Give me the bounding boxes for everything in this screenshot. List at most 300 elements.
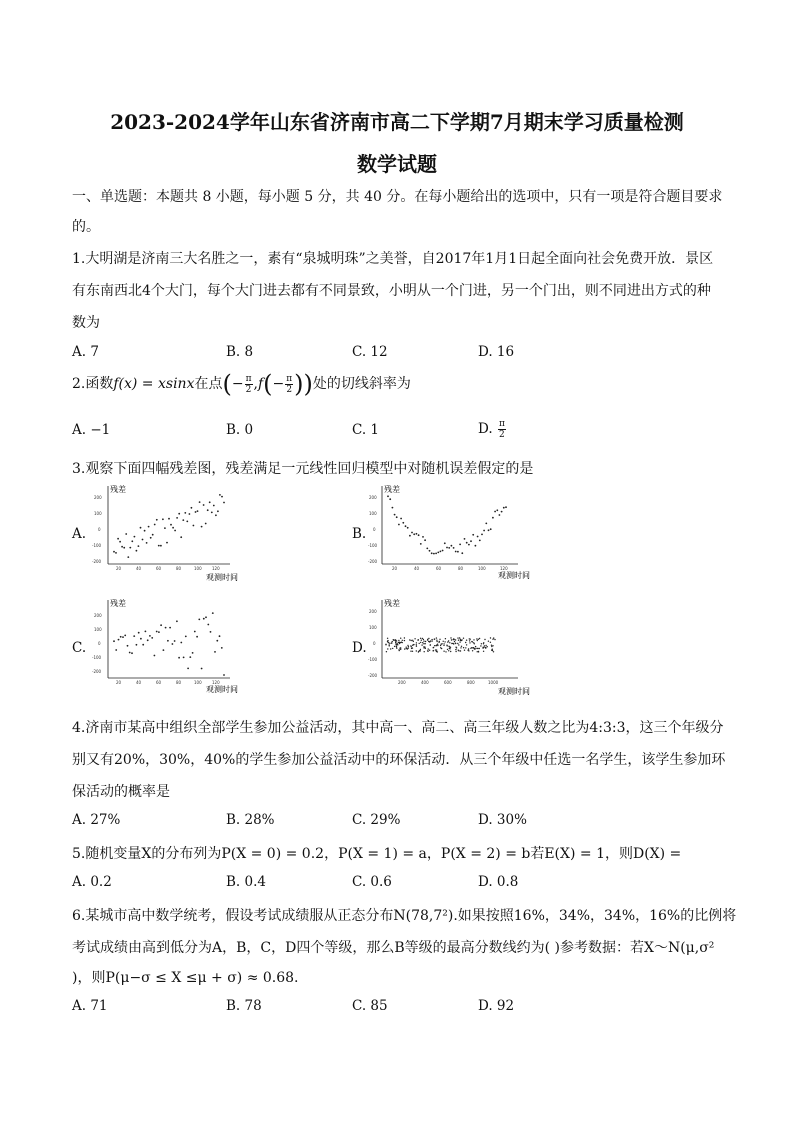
q4-line3: 保活动的概率是 — [72, 784, 170, 800]
scatter-point — [453, 643, 454, 644]
scatter-point — [147, 639, 149, 641]
scatter-point — [477, 651, 478, 652]
scatter-point — [162, 518, 164, 520]
scatter-point — [186, 521, 188, 523]
scatter-point — [488, 641, 489, 642]
q5-line1: 5.随机变量X的分布列为P(X = 0) = 0.2，P(X = 1) = a，P(X = 2) = b若E(X) = 1，则D(X) = — [72, 846, 682, 862]
q3-option-d-label[interactable]: D. — [352, 640, 367, 656]
scatter-point — [392, 648, 393, 649]
tick: 200 — [398, 680, 406, 685]
scatter-point — [448, 547, 450, 549]
scatter-point — [198, 619, 200, 621]
scatter-point — [453, 639, 454, 640]
scatter-point — [485, 647, 486, 648]
scatter-point — [419, 643, 420, 644]
scatter-point — [422, 638, 423, 639]
scatter-point — [118, 639, 120, 641]
scatter-point — [449, 648, 450, 649]
scatter-point — [422, 536, 424, 538]
scatter-point — [429, 641, 430, 642]
scatter-point — [442, 550, 444, 552]
tick: 0 — [373, 641, 376, 646]
scatter-point — [437, 651, 438, 652]
q6-line1: 6.某城市高中数学统考，假设考试成绩服从正态分布N(78,7²).如果按照16%，34%，34%，16%的比例将 — [72, 908, 737, 924]
q2-prefix: 2.函数 — [72, 376, 114, 392]
scatter-point — [455, 639, 456, 640]
scatter-point — [117, 538, 119, 540]
scatter-point — [129, 652, 131, 654]
tick: 20 — [392, 566, 398, 571]
scatter-point — [455, 551, 457, 553]
scatter-point — [464, 538, 466, 540]
scatter-point — [440, 645, 441, 646]
scatter-point — [482, 647, 483, 648]
scatter-point — [416, 650, 417, 651]
scatter-point — [174, 640, 176, 642]
scatter-point — [481, 534, 483, 536]
scatter-point — [182, 519, 184, 521]
scatter-point — [444, 542, 446, 544]
scatter-point — [416, 533, 418, 535]
scatter-point — [464, 650, 465, 651]
scatter-point — [428, 648, 429, 649]
scatter-point — [427, 650, 428, 651]
q3-option-c-label[interactable]: C. — [72, 640, 87, 656]
q6-options — [0, 998, 794, 1018]
scatter-point — [428, 638, 429, 639]
scatter-points — [387, 495, 507, 554]
scatter-point — [404, 648, 405, 649]
q4-option-c[interactable]: C. 29% — [352, 812, 401, 828]
scatter-point — [148, 526, 150, 528]
scatter-point — [436, 640, 437, 641]
q1-line1: 1.大明湖是济南三大名胜之一，素有“泉城明珠”之美誉，自2017年1月1日起全面向社会免费开放．景区 — [72, 251, 714, 267]
scatter-point — [458, 650, 459, 651]
scatter-point — [149, 635, 151, 637]
scatter-point — [146, 542, 148, 544]
scatter-point — [490, 642, 491, 643]
y-label: 残差 — [110, 485, 126, 494]
tick: 400 — [421, 680, 429, 685]
scatter-point — [436, 641, 437, 642]
scatter-point — [187, 668, 189, 670]
scatter-point — [158, 631, 160, 633]
scatter-point — [176, 620, 178, 622]
scatter-point — [484, 645, 485, 646]
scatter-point — [420, 638, 421, 639]
scatter-point — [434, 645, 435, 646]
q2-option-a[interactable]: A. −1 — [72, 422, 111, 438]
scatter-point — [400, 638, 401, 639]
q5-option-a[interactable]: A. 0.2 — [72, 874, 112, 890]
scatter-point — [134, 536, 136, 538]
scatter-points — [113, 612, 225, 676]
scatter-point — [136, 550, 138, 552]
scatter-point — [450, 651, 451, 652]
tick: 200 — [369, 609, 377, 614]
scatter-point — [409, 639, 410, 640]
scatter-point — [402, 522, 404, 524]
scatter-point — [448, 650, 449, 651]
scatter-point — [499, 514, 501, 516]
scatter-point — [501, 511, 503, 513]
tick: 80 — [176, 566, 182, 571]
scatter-point — [476, 638, 477, 639]
scatter-point — [176, 517, 178, 519]
tick: 60 — [436, 566, 442, 571]
q6-option-c[interactable]: C. 85 — [352, 998, 388, 1014]
q5-options — [0, 874, 794, 894]
scatter-point — [408, 646, 409, 647]
scatter-point — [131, 540, 133, 542]
scatter-point — [152, 534, 154, 536]
scatter-point — [473, 647, 474, 648]
scatter-point — [213, 505, 215, 507]
q6-option-a[interactable]: A. 71 — [72, 998, 108, 1014]
scatter-point — [386, 651, 387, 652]
scatter-point — [223, 674, 225, 676]
q1-option-a[interactable]: A. 7 — [72, 344, 99, 360]
scatter-point — [178, 657, 180, 659]
scatter-point — [461, 646, 462, 647]
scatter-point — [435, 553, 437, 555]
scatter-point — [447, 649, 448, 650]
scatter-point — [469, 642, 470, 643]
scatter-point — [398, 524, 400, 526]
scatter-point — [490, 528, 492, 530]
scatter-point — [423, 639, 424, 640]
scatter-point — [425, 643, 426, 644]
scatter-point — [451, 545, 453, 547]
tick: -100 — [368, 543, 378, 548]
q4-option-d[interactable]: D. 30% — [478, 812, 527, 828]
tick: 0 — [98, 641, 101, 646]
scatter-point — [467, 650, 468, 651]
scatter-points — [385, 637, 495, 652]
scatter-point — [413, 644, 414, 645]
tick: -200 — [92, 669, 102, 674]
q3-line1: 3.观察下面四幅残差图，残差满足一元线性回归模型中对随机误差假定的是 — [72, 461, 534, 477]
scatter-point — [113, 640, 115, 642]
q4-option-b[interactable]: B. 28% — [226, 812, 275, 828]
scatter-point — [459, 641, 460, 642]
scatter-point — [392, 507, 394, 509]
scatter-point — [219, 494, 221, 496]
page-subtitle: 数学试题 — [357, 152, 437, 176]
scatter-point — [483, 642, 484, 643]
scatter-point — [492, 517, 494, 519]
scatter-point — [429, 650, 430, 651]
q6-option-d[interactable]: D. 92 — [478, 998, 515, 1014]
tick: 40 — [414, 566, 420, 571]
scatter-point — [436, 637, 437, 638]
scatter-point — [443, 645, 444, 646]
tick: 60 — [156, 566, 162, 571]
scatter-point — [488, 529, 490, 531]
scatter-point — [425, 641, 426, 642]
q1-line2: 有东南西北4个大门，每个大门进去都有不同景致，小明从一个门进，另一个门出，则不同进出方式的种 — [72, 283, 711, 299]
scatter-point — [477, 536, 479, 538]
scatter-point — [160, 545, 162, 547]
scatter-point — [413, 533, 415, 535]
scatter-point — [195, 511, 197, 513]
q2-minus2: − — [272, 376, 285, 392]
scatter-point — [472, 534, 474, 536]
scatter-point — [214, 651, 216, 653]
scatter-point — [443, 643, 444, 644]
tick: 20 — [116, 566, 122, 571]
scatter-point — [140, 527, 142, 529]
scatter-point — [441, 648, 442, 649]
scatter-point — [484, 639, 485, 640]
scatter-point — [121, 546, 123, 548]
scatter-point — [389, 643, 390, 644]
scatter-point — [411, 532, 413, 534]
scatter-point — [221, 496, 223, 498]
q5-option-d[interactable]: D. 0.8 — [478, 874, 519, 890]
q2-option-d-den: 2 — [499, 430, 505, 440]
scatter-point — [431, 552, 433, 554]
scatter-point — [205, 523, 207, 525]
scatter-point — [401, 642, 402, 643]
scatter-point — [127, 645, 129, 647]
scatter-point — [493, 651, 494, 652]
q2-fraction1 — [245, 374, 253, 395]
q4-options — [0, 812, 794, 832]
tick: -200 — [368, 673, 378, 678]
scatter-point — [472, 641, 473, 642]
scatter-point — [158, 545, 160, 547]
scatter-point — [183, 657, 185, 659]
scatter-point — [223, 502, 225, 504]
scatter-point — [461, 639, 462, 640]
scatter-point — [142, 539, 144, 541]
scatter-point — [457, 637, 458, 638]
scatter-point — [418, 534, 420, 536]
scatter-point — [422, 642, 423, 643]
tick: 120 — [212, 680, 220, 685]
scatter-point — [433, 553, 435, 555]
scatter-point — [404, 640, 405, 641]
scatter-point — [210, 631, 212, 633]
scatter-point — [438, 642, 439, 643]
scatter-point — [125, 533, 127, 535]
q1-option-b[interactable]: B. 8 — [226, 344, 254, 360]
section-instruction-line2: 的。 — [72, 219, 100, 235]
scatter-point — [216, 640, 218, 642]
tick: 60 — [156, 680, 162, 685]
scatter-point — [466, 542, 468, 544]
scatter-point — [207, 624, 209, 626]
scatter-point — [412, 651, 413, 652]
tick: 120 — [500, 566, 508, 571]
scatter-point — [197, 510, 199, 512]
scatter-point — [217, 510, 219, 512]
scatter-point — [400, 649, 401, 650]
q4-option-a[interactable]: A. 27% — [72, 812, 121, 828]
tick: 100 — [478, 566, 486, 571]
scatter-point — [412, 647, 413, 648]
q6-option-b[interactable]: B. 78 — [226, 998, 262, 1014]
scatter-point — [494, 639, 495, 640]
scatter-point — [407, 527, 409, 529]
scatter-point — [469, 640, 470, 641]
scatter-point — [205, 616, 207, 618]
residual-plot-b — [368, 482, 538, 584]
scatter-point — [154, 524, 156, 526]
q4-line2: 别又有20%，30%，40%的学生参加公益活动中的环保活动．从三个年级中任选一名学生，该学生参加环 — [72, 752, 726, 768]
scatter-point — [420, 649, 421, 650]
tick: 1000 — [488, 680, 499, 685]
scatter-point — [455, 649, 456, 650]
scatter-point — [123, 547, 125, 549]
scatter-point — [458, 640, 459, 641]
scatter-point — [113, 551, 115, 553]
scatter-point — [455, 651, 456, 652]
q2-option-c[interactable]: C. 1 — [352, 422, 380, 438]
scatter-point — [416, 642, 417, 643]
page-title: 2023-2024学年山东省济南市高二下学期7月期末学习质量检测 — [110, 110, 684, 134]
scatter-point — [393, 639, 394, 640]
scatter-point — [396, 640, 397, 641]
scatter-point — [124, 635, 126, 637]
q1-line3: 数为 — [72, 315, 100, 331]
scatter-point — [192, 652, 194, 654]
scatter-point — [115, 552, 117, 554]
q1-option-d[interactable]: D. 16 — [478, 344, 515, 360]
tick: 200 — [369, 495, 377, 500]
scatter-point — [479, 540, 481, 542]
q2-two2: 2 — [286, 384, 293, 395]
scatter-point — [142, 644, 144, 646]
scatter-point — [169, 627, 171, 629]
scatter-point — [475, 646, 476, 647]
scatter-point — [447, 641, 448, 642]
scatter-point — [394, 639, 395, 640]
q2-pi2: π — [286, 373, 293, 384]
scatter-point — [201, 668, 203, 670]
tick: 40 — [136, 680, 142, 685]
scatter-point — [437, 645, 438, 646]
scatter-point — [391, 642, 392, 643]
scatter-point — [478, 639, 479, 640]
scatter-point — [164, 527, 166, 529]
q3-option-b-label[interactable]: B. — [352, 526, 367, 542]
scatter-point — [468, 544, 470, 546]
scatter-point — [461, 552, 463, 554]
scatter-point — [472, 650, 473, 651]
scatter-point — [389, 498, 391, 500]
scatter-point — [449, 646, 450, 647]
scatter-point — [168, 518, 170, 520]
scatter-point — [172, 643, 174, 645]
residual-plot-a — [88, 482, 248, 584]
scatter-point — [399, 642, 400, 643]
scatter-point — [470, 540, 472, 542]
residual-plot-c — [88, 596, 248, 698]
q2-option-d[interactable] — [478, 419, 507, 440]
q2-two1: 2 — [245, 384, 252, 395]
tick: 100 — [369, 511, 377, 516]
scatter-point — [466, 640, 467, 641]
scatter-point — [417, 640, 418, 641]
scatter-point — [165, 627, 167, 629]
scatter-point — [477, 640, 478, 641]
tick: -100 — [92, 543, 102, 548]
scatter-point — [418, 651, 419, 652]
scatter-point — [407, 645, 408, 646]
scatter-point — [424, 539, 426, 541]
scatter-point — [441, 643, 442, 644]
scatter-point — [211, 512, 213, 514]
tick: 100 — [94, 627, 102, 632]
tick: -100 — [368, 657, 378, 662]
tick: 100 — [369, 625, 377, 630]
tick: 200 — [94, 613, 102, 618]
scatter-point — [466, 644, 467, 645]
scatter-point — [394, 646, 395, 647]
q5-option-b[interactable]: B. 0.4 — [226, 874, 266, 890]
scatter-point — [463, 638, 464, 639]
scatter-point — [416, 646, 417, 647]
scatter-point — [503, 507, 505, 509]
q6-line3: )，则P(μ−σ ≤ X ≤μ + σ) ≈ 0.68. — [72, 970, 299, 986]
scatter-point — [396, 646, 397, 647]
y-label: 残差 — [384, 485, 400, 494]
scatter-point — [409, 535, 411, 537]
scatter-point — [201, 526, 203, 528]
q2-option-b[interactable]: B. 0 — [226, 422, 254, 438]
scatter-point — [398, 640, 399, 641]
scatter-point — [449, 642, 450, 643]
scatter-point — [387, 495, 389, 497]
x-label: 观测时间 — [206, 573, 238, 582]
scatter-point — [456, 647, 457, 648]
q5-option-c[interactable]: C. 0.6 — [352, 874, 392, 890]
scatter-point — [172, 527, 174, 529]
scatter-point — [465, 642, 466, 643]
scatter-point — [119, 541, 121, 543]
scatter-point — [468, 648, 469, 649]
scatter-point — [144, 530, 146, 532]
scatter-point — [431, 639, 432, 640]
scatter-point — [404, 637, 405, 638]
q3-option-a-label[interactable]: A. — [72, 526, 87, 542]
q1-option-c[interactable]: C. 12 — [352, 344, 388, 360]
scatter-point — [209, 501, 211, 503]
scatter-point — [440, 551, 442, 553]
scatter-point — [487, 646, 488, 647]
scatter-point — [483, 651, 484, 652]
scatter-point — [423, 643, 424, 644]
scatter-point — [420, 543, 422, 545]
x-label: 观测时间 — [498, 571, 530, 580]
scatter-point — [389, 645, 390, 646]
scatter-point — [127, 556, 129, 558]
scatter-point — [180, 536, 182, 538]
scatter-point — [421, 644, 422, 645]
scatter-point — [473, 639, 474, 640]
scatter-point — [215, 514, 217, 516]
scatter-point — [477, 648, 478, 649]
scatter-point — [437, 644, 438, 645]
scatter-point — [485, 645, 486, 646]
q4-line1: 4.济南市某高中组织全部学生参加公益活动，其中高一、高二、高三年级人数之比为4:3:3，这三个年级分 — [72, 720, 724, 736]
scatter-point — [410, 645, 411, 646]
q2-function: f(x) = xsinx — [113, 376, 195, 392]
scatter-point — [454, 641, 455, 642]
scatter-point — [388, 642, 389, 643]
